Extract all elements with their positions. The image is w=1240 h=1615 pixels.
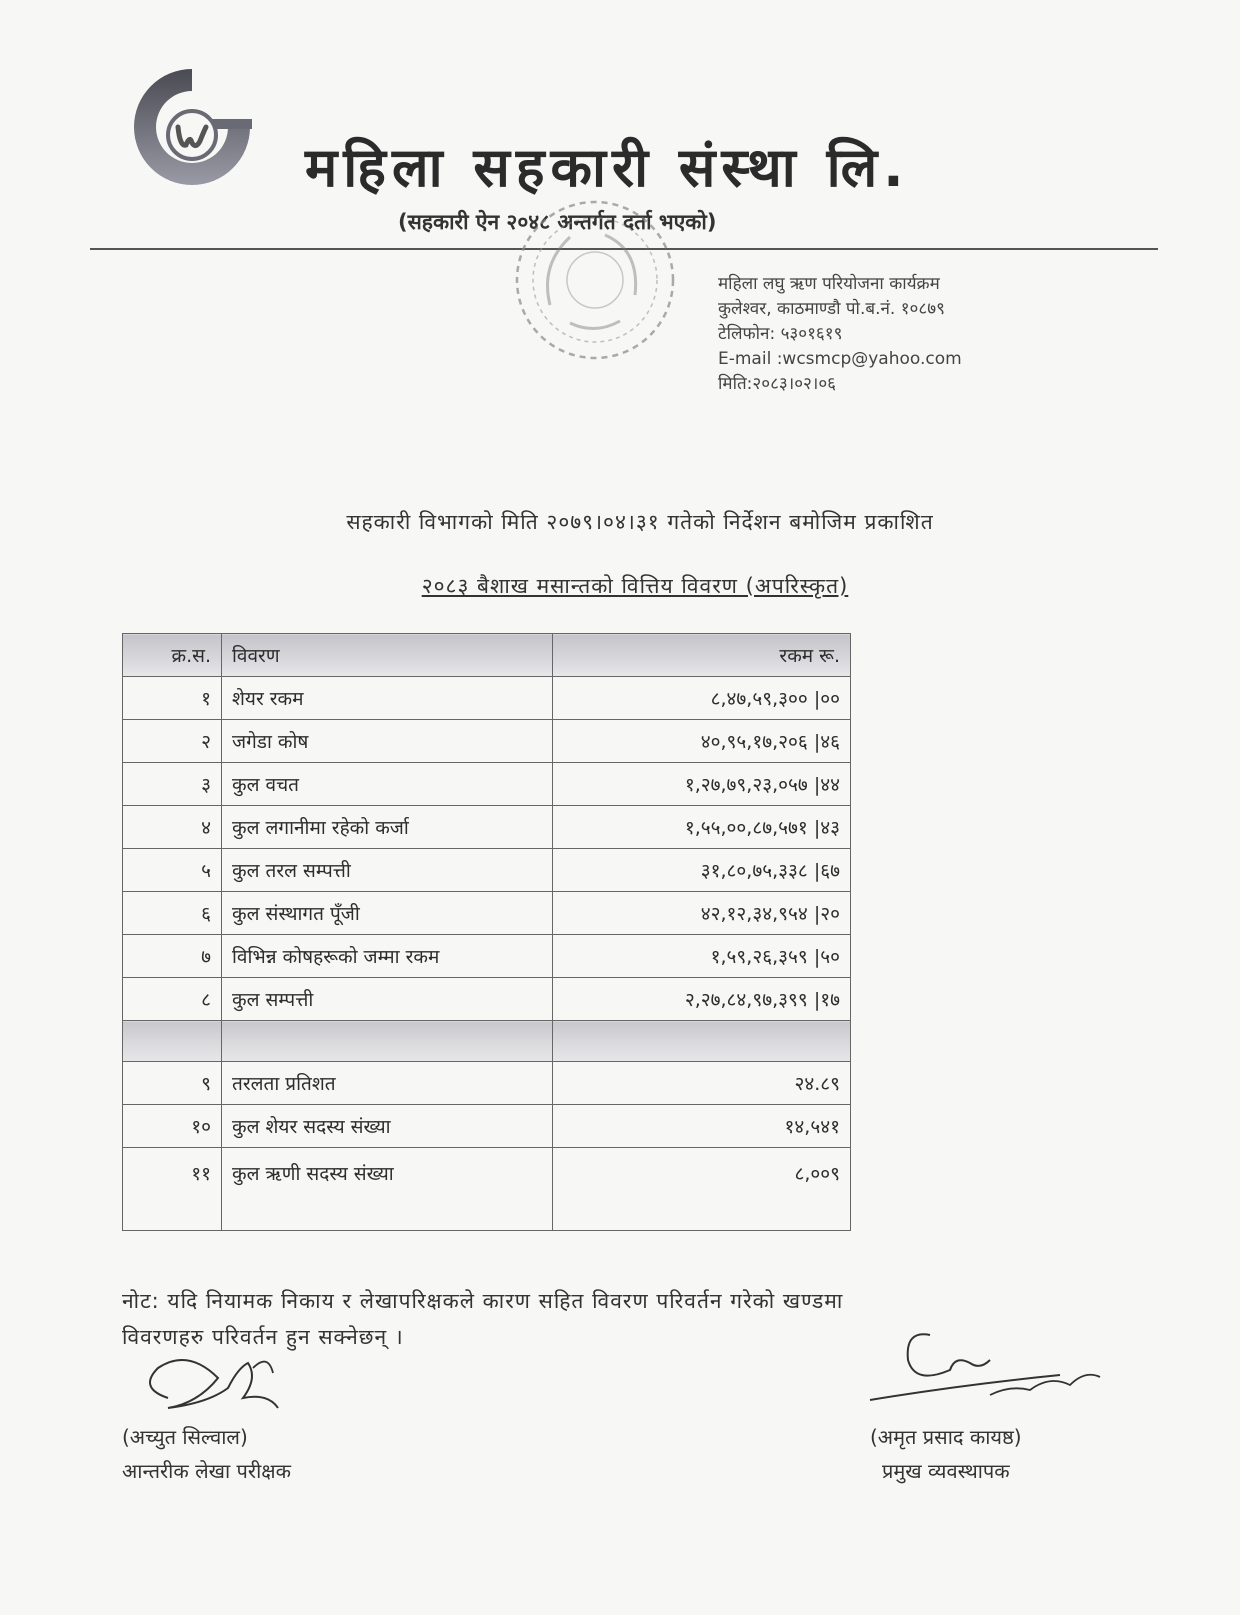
row-serial: १० — [123, 1105, 222, 1148]
row-description: शेयर रकम — [222, 677, 553, 720]
row-amount: ४२,१२,३४,९५४ |२० — [553, 892, 851, 935]
contact-telephone: टेलिफोन: ५३०१६१९ — [718, 324, 843, 344]
manager-title: प्रमुख व्यवस्थापक — [881, 1459, 1010, 1483]
contact-date: मिति:२०८३।०२।०६ — [718, 374, 836, 394]
table-row — [123, 720, 851, 763]
publication-heading: सहकारी विभागको मिति २०७९।०४।३१ गतेको निर्देशन बमोजिम प्रकाशित — [346, 510, 934, 534]
row-description: कुल सम्पत्ती — [222, 978, 553, 1021]
row-description: जगेडा कोष — [222, 720, 553, 763]
header-serial: क्र.स. — [123, 634, 222, 677]
table-separator-row — [123, 1021, 851, 1062]
table-row — [123, 849, 851, 892]
row-description: कुल शेयर सदस्य संख्या — [222, 1105, 553, 1148]
organization-logo — [130, 65, 255, 190]
table-row — [123, 935, 851, 978]
row-amount: ४०,९५,१७,२०६ |४६ — [553, 720, 851, 763]
row-serial: १ — [123, 677, 222, 720]
contact-address: कुलेश्वर, काठमाण्डौ पो.ब.नं. १०८७९ — [718, 299, 945, 319]
row-amount: २,२७,८४,९७,३९९ |१७ — [553, 978, 851, 1021]
row-amount: २४.८९ — [553, 1062, 851, 1105]
header-amount: रकम रू. — [553, 634, 851, 677]
manager-signature — [860, 1315, 1110, 1425]
table-row — [123, 806, 851, 849]
footnote-line-1: नोट: यदि नियामक निकाय र लेखापरिक्षकले कारण सहित विवरण परिवर्तन गरेको खण्डमा — [122, 1289, 844, 1313]
header-description: विवरण — [222, 634, 553, 677]
row-serial: ७ — [123, 935, 222, 978]
row-amount: १,५५,००,८७,५७१ |४३ — [553, 806, 851, 849]
contact-email: E-mail :wcsmcp@yahoo.com — [718, 349, 962, 369]
row-description: विभिन्न कोषहरूको जम्मा रकम — [222, 935, 553, 978]
manager-signature-block — [870, 1420, 1022, 1488]
row-amount: १,२७,७९,२३,०५७ |४४ — [553, 763, 851, 806]
auditor-title: आन्तरीक लेखा परीक्षक — [122, 1459, 291, 1483]
auditor-name: (अच्युत सिल्वाल) — [122, 1425, 248, 1449]
auditor-signature — [128, 1348, 318, 1428]
row-description: तरलता प्रतिशत — [222, 1062, 553, 1105]
row-description: कुल संस्थागत पूँजी — [222, 892, 553, 935]
row-serial: ४ — [123, 806, 222, 849]
auditor-signature-block — [122, 1420, 291, 1488]
row-description: कुल तरल सम्पत्ती — [222, 849, 553, 892]
table-row — [123, 1062, 851, 1105]
official-seal-stamp — [510, 195, 680, 365]
contact-block — [718, 272, 962, 397]
row-amount: ३१,८०,७५,३३८ |६७ — [553, 849, 851, 892]
row-description: कुल ऋणी सदस्य संख्या — [222, 1148, 553, 1231]
row-serial: ११ — [123, 1148, 222, 1231]
table-row — [123, 892, 851, 935]
row-amount: १,५९,२६,३५९ |५० — [553, 935, 851, 978]
row-amount: ८,००९ — [553, 1148, 851, 1231]
footnote-line-2: विवरणहरु परिवर्तन हुन सक्नेछन् । — [122, 1325, 404, 1349]
row-serial: २ — [123, 720, 222, 763]
row-description: कुल लगानीमा रहेको कर्जा — [222, 806, 553, 849]
row-serial: ९ — [123, 1062, 222, 1105]
row-serial: ६ — [123, 892, 222, 935]
table-row — [123, 978, 851, 1021]
statement-title: २०८३ बैशाख मसान्तको वित्तिय विवरण (अपरिस्कृत) — [421, 574, 849, 598]
manager-name: (अमृत प्रसाद कायष्ठ) — [870, 1425, 1022, 1449]
row-serial: ३ — [123, 763, 222, 806]
table-row — [123, 763, 851, 806]
table-row — [123, 677, 851, 720]
financial-statement-table — [122, 633, 851, 1231]
row-amount: ८,४७,५९,३०० |०० — [553, 677, 851, 720]
row-description: कुल वचत — [222, 763, 553, 806]
row-serial: ८ — [123, 978, 222, 1021]
row-serial: ५ — [123, 849, 222, 892]
table-header-row — [123, 634, 851, 677]
organization-name: महिला सहकारी संस्था लि. — [305, 136, 910, 199]
organization-registration-note: (सहकारी ऐन २०४८ अन्तर्गत दर्ता भएको) — [398, 210, 717, 234]
row-amount: १४,५४१ — [553, 1105, 851, 1148]
table-row — [123, 1105, 851, 1148]
contact-program: महिला लघु ऋण परियोजना कार्यक्रम — [718, 274, 940, 294]
table-row — [123, 1148, 851, 1231]
